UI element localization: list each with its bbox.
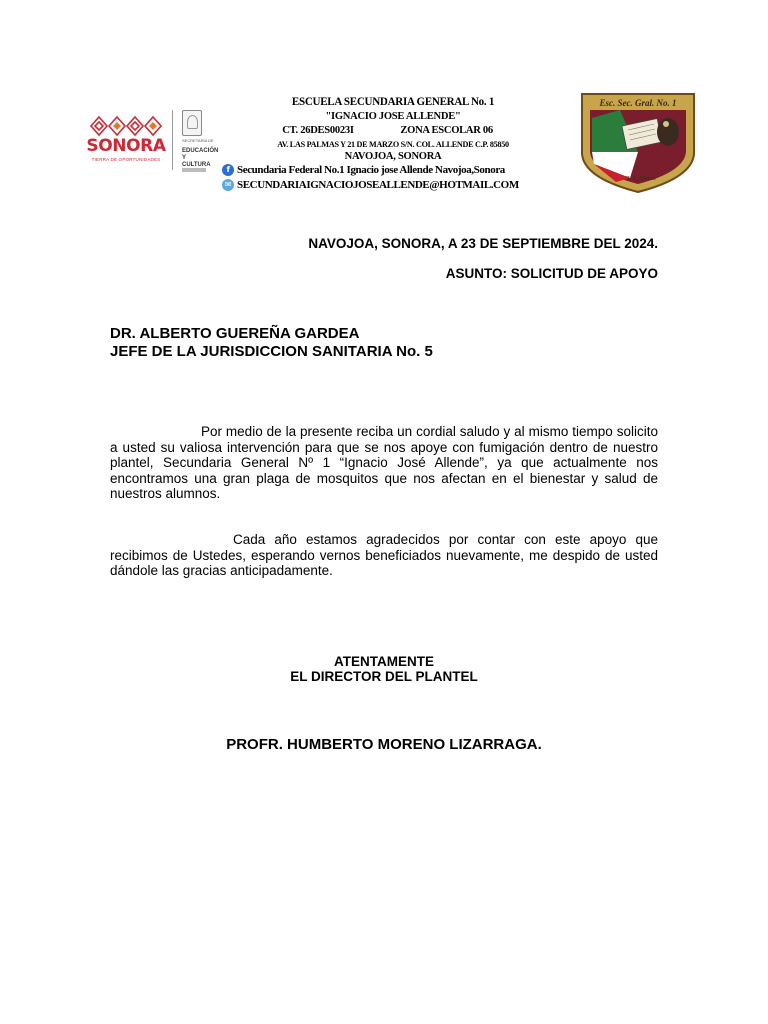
email-text: SECUNDARIAIGNACIOJOSEALLENDE@HOTMAIL.COM — [237, 179, 519, 191]
body-paragraph-1: Por medio de la presente reciba un cordial saludo y al mismo tiempo solicito a usted su valiosa intervención para que se nos apoye con fumigación dentro de nuestro plantel, Secundaria General Nº 1 “Ignacio José Allende”, ya que actualmente nos encontramos una gran plaga de mosquitos que nos afectan en el bienestar y salud de nuestros alumnos. — [110, 424, 658, 502]
facebook-line — [222, 164, 505, 178]
addressee-name: DR. ALBERTO GUEREÑA GARDEA — [110, 325, 360, 342]
subject-line: ASUNTO: SOLICITUD DE APOYO — [445, 266, 658, 281]
addressee-title: JEFE DE LA JURISDICCION SANITARIA No. 5 — [110, 343, 433, 360]
school-subname: "IGNACIO JOSE ALLENDE" — [325, 110, 461, 122]
sec-logo-bar — [182, 168, 206, 172]
school-city: NAVOJOA, SONORA — [344, 150, 442, 162]
school-name: ESCUELA SECUNDARIA GENERAL No. 1 — [291, 96, 495, 108]
closing-regards: ATENTAMENTE — [334, 654, 434, 669]
logo-divider — [172, 110, 173, 170]
sonora-tagline: TIERRA DE OPORTUNIDADES — [91, 157, 161, 162]
ct-code: CT. 26DES0023I — [282, 124, 354, 136]
body-paragraph-2: Cada año estamos agradecidos por contar con este apoyo que recibimos de Ustedes, esperando vernos beneficiados nuevamente, me despido de usted dándole las gracias anticipadamente. — [110, 532, 658, 579]
signer-name: PROFR. HUMBERTO MORENO LIZARRAGA. — [226, 736, 542, 753]
educacion-cultura-label: EDUCACIÓN Y CULTURA — [182, 148, 219, 168]
sonora-wordmark: SONORA — [86, 136, 166, 156]
email-icon: ✉ — [222, 179, 234, 191]
email-line — [222, 179, 519, 193]
crest-top-text: Esc. Sec. Gral. No. 1 — [599, 98, 677, 108]
school-zone: ZONA ESCOLAR 06 — [400, 124, 493, 136]
secretaria-educacion-logo — [176, 110, 219, 174]
sonora-pattern-icon — [90, 115, 162, 137]
coat-of-arms-icon — [182, 110, 202, 136]
crest-bottom-text: "I. J. Allende" — [625, 176, 659, 182]
secretaria-label: SECRETARÍA DE — [182, 138, 214, 143]
school-crest-icon — [580, 92, 696, 194]
school-address: AV. LAS PALMAS Y 21 DE MARZO S/N. COL. ALLENDE C.P. 85850 — [277, 139, 509, 149]
date-line: NAVOJOA, SONORA, A 23 DE SEPTIEMBRE DEL 2024. — [308, 236, 658, 251]
facebook-icon: f — [222, 164, 234, 176]
facebook-text: Secundaria Federal No.1 Ignacio jose Allende Navojoa,Sonora — [237, 164, 505, 176]
sonora-state-logo — [86, 110, 166, 170]
closing-role: EL DIRECTOR DEL PLANTEL — [290, 669, 478, 684]
